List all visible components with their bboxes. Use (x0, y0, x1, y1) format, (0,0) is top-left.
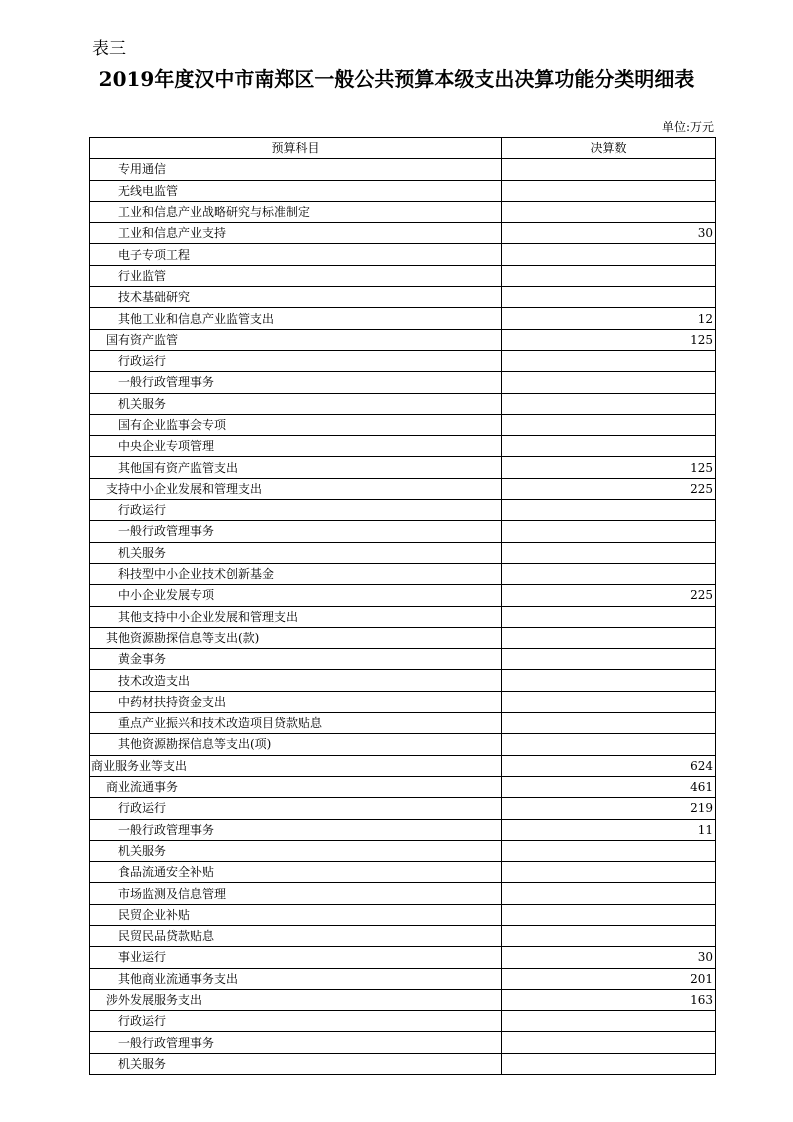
table-row (90, 542, 716, 563)
final-amount: 30 (502, 223, 716, 244)
expenditure-table (89, 137, 716, 1075)
final-amount (502, 713, 716, 734)
table-row (90, 819, 716, 840)
table-row (90, 925, 716, 946)
budget-item-name: 中药材扶持资金支出 (90, 691, 502, 712)
budget-item-name: 行政运行 (90, 500, 502, 521)
budget-item-name: 其他资源勘探信息等支出(项) (90, 734, 502, 755)
budget-item-name: 中小企业发展专项 (90, 585, 502, 606)
final-amount (502, 372, 716, 393)
budget-item-name: 机关服务 (90, 542, 502, 563)
table-row (90, 989, 716, 1010)
final-amount: 30 (502, 947, 716, 968)
table-row (90, 840, 716, 861)
table-row (90, 329, 716, 350)
final-amount (502, 1032, 716, 1053)
budget-item-name: 支持中小企业发展和管理支出 (90, 478, 502, 499)
final-amount (502, 521, 716, 542)
budget-item-name: 行政运行 (90, 350, 502, 371)
final-amount: 163 (502, 989, 716, 1010)
final-amount (502, 414, 716, 435)
budget-item-name: 重点产业振兴和技术改造项目贷款贴息 (90, 713, 502, 734)
budget-item-name: 一般行政管理事务 (90, 372, 502, 393)
budget-item-name: 市场监测及信息管理 (90, 883, 502, 904)
budget-item-name: 涉外发展服务支出 (90, 989, 502, 1010)
table-row (90, 180, 716, 201)
budget-item-name: 民贸企业补贴 (90, 904, 502, 925)
final-amount (502, 904, 716, 925)
table-row (90, 521, 716, 542)
column-header-budget-item: 预算科目 (90, 138, 502, 159)
budget-item-name: 技术改造支出 (90, 670, 502, 691)
budget-item-name: 商业流通事务 (90, 776, 502, 797)
table-row (90, 1011, 716, 1032)
final-amount (502, 925, 716, 946)
table-row (90, 627, 716, 648)
final-amount (502, 1011, 716, 1032)
final-amount (502, 244, 716, 265)
final-amount: 125 (502, 329, 716, 350)
final-amount: 125 (502, 457, 716, 478)
budget-item-name: 其他工业和信息产业监管支出 (90, 308, 502, 329)
table-row (90, 606, 716, 627)
budget-item-name: 民贸民品贷款贴息 (90, 925, 502, 946)
budget-item-name: 其他资源勘探信息等支出(款) (90, 627, 502, 648)
table-row (90, 670, 716, 691)
final-amount (502, 691, 716, 712)
final-amount (502, 840, 716, 861)
budget-item-name: 工业和信息产业战略研究与标准制定 (90, 201, 502, 222)
budget-item-name: 食品流通安全补贴 (90, 862, 502, 883)
final-amount (502, 500, 716, 521)
budget-item-name: 其他商业流通事务支出 (90, 968, 502, 989)
table-row (90, 883, 716, 904)
budget-item-name: 国有资产监管 (90, 329, 502, 350)
table-row (90, 244, 716, 265)
table-row (90, 649, 716, 670)
table-row (90, 265, 716, 286)
column-header-final-amount: 决算数 (502, 138, 716, 159)
final-amount: 461 (502, 776, 716, 797)
final-amount (502, 436, 716, 457)
table-row (90, 393, 716, 414)
table-row (90, 223, 716, 244)
table-row (90, 713, 716, 734)
budget-item-name: 行政运行 (90, 1011, 502, 1032)
final-amount (502, 606, 716, 627)
final-amount (502, 201, 716, 222)
table-row (90, 372, 716, 393)
table-row (90, 308, 716, 329)
budget-item-name: 科技型中小企业技术创新基金 (90, 563, 502, 584)
final-amount (502, 393, 716, 414)
final-amount (502, 649, 716, 670)
table-row (90, 1053, 716, 1074)
table-row (90, 734, 716, 755)
final-amount: 219 (502, 798, 716, 819)
budget-item-name: 行业监管 (90, 265, 502, 286)
table-row (90, 287, 716, 308)
budget-item-name: 黄金事务 (90, 649, 502, 670)
final-amount (502, 159, 716, 180)
budget-item-name: 电子专项工程 (90, 244, 502, 265)
budget-item-name: 中央企业专项管理 (90, 436, 502, 457)
final-amount (502, 883, 716, 904)
table-row (90, 478, 716, 499)
budget-item-name: 技术基础研究 (90, 287, 502, 308)
table-row (90, 691, 716, 712)
final-amount (502, 265, 716, 286)
budget-item-name: 其他支持中小企业发展和管理支出 (90, 606, 502, 627)
final-amount (502, 180, 716, 201)
budget-item-name: 机关服务 (90, 393, 502, 414)
final-amount (502, 1053, 716, 1074)
table-row (90, 968, 716, 989)
final-amount (502, 542, 716, 563)
budget-item-name: 国有企业监事会专项 (90, 414, 502, 435)
budget-item-name: 行政运行 (90, 798, 502, 819)
final-amount (502, 862, 716, 883)
table-row (90, 414, 716, 435)
table-row (90, 585, 716, 606)
table-row (90, 350, 716, 371)
final-amount: 225 (502, 585, 716, 606)
table-body (90, 159, 716, 1075)
table-row (90, 457, 716, 478)
final-amount: 12 (502, 308, 716, 329)
table-row (90, 755, 716, 776)
final-amount (502, 670, 716, 691)
final-amount (502, 627, 716, 648)
final-amount (502, 287, 716, 308)
table-row (90, 563, 716, 584)
final-amount: 201 (502, 968, 716, 989)
final-amount: 624 (502, 755, 716, 776)
table-row (90, 904, 716, 925)
table-number-label: 表三 (92, 39, 126, 59)
unit-label: 单位:万元 (661, 120, 714, 134)
table-row (90, 1032, 716, 1053)
budget-item-name: 专用通信 (90, 159, 502, 180)
budget-item-name: 其他国有资产监管支出 (90, 457, 502, 478)
budget-item-name: 商业服务业等支出 (90, 755, 502, 776)
table-row (90, 436, 716, 457)
table-header-row (90, 138, 716, 159)
table-row (90, 798, 716, 819)
table-row (90, 776, 716, 797)
final-amount (502, 563, 716, 584)
final-amount: 11 (502, 819, 716, 840)
budget-item-name: 无线电监管 (90, 180, 502, 201)
budget-item-name: 一般行政管理事务 (90, 1032, 502, 1053)
budget-item-name: 机关服务 (90, 1053, 502, 1074)
budget-item-name: 一般行政管理事务 (90, 819, 502, 840)
budget-item-name: 一般行政管理事务 (90, 521, 502, 542)
table-row (90, 862, 716, 883)
table-row (90, 159, 716, 180)
table-row (90, 201, 716, 222)
final-amount (502, 350, 716, 371)
final-amount (502, 734, 716, 755)
budget-item-name: 机关服务 (90, 840, 502, 861)
page-title: 2019年度汉中市南郑区一般公共预算本级支出决算功能分类明细表 (98, 67, 695, 91)
budget-item-name: 工业和信息产业支持 (90, 223, 502, 244)
budget-item-name: 事业运行 (90, 947, 502, 968)
final-amount: 225 (502, 478, 716, 499)
table-row (90, 500, 716, 521)
table-row (90, 947, 716, 968)
